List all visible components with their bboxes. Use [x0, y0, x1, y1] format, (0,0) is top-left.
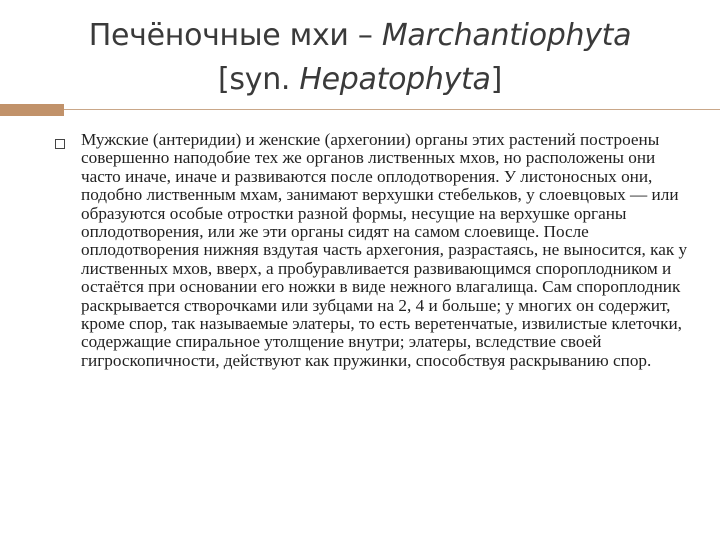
title-latin-name: Marchantiophyta	[381, 18, 632, 53]
title-accent-bar	[0, 104, 64, 116]
title-divider-line	[64, 109, 720, 110]
title-synonym-name: Hepatophyta	[299, 62, 491, 97]
title-line-2-open: [syn.	[218, 62, 300, 97]
title-line-1	[30, 14, 690, 58]
hollow-square-bullet-icon	[55, 139, 65, 149]
title-line-2	[30, 58, 690, 102]
slide-title	[30, 14, 690, 102]
body-paragraph: Мужские (антеридии) и женские (архегонии) органы этих растений построены совершенно наподобие тех же органов лиственных мхов, но расположены они часто иначе, иначе и развиваются после оплодотворения. У листоносных они, подобно лиственным мхам, занимают верхушки стебельков, у слоевцовых — или образуются особые отростки разной формы, несущие на верхушке органы оплодотворения, или же эти органы сидят на самом слоевище. После оплодотворения нижняя вздутая часть архегония, разрастаясь, не выносится, как у лиственных мхов, вверх, а пробуравливается развивающимся спороплодником и остаётся при основании его ножки в виде нежного влагалища. Сам спороплодник раскрывается створочками или зубцами на 2, 4 и больше; у многих он содержит, кроме спор, так называемые элатеры, то есть веретенчатые, извилистые клеточки, содержащие спиральное утолщение внутри; элатеры, вследствие своей гигроскопичности, действуют как пружинки, способствуя раскрыванию спор.	[81, 130, 688, 370]
title-line-1-text: Печёночные мхи –	[88, 18, 382, 53]
title-line-2-close: ]	[490, 62, 502, 97]
